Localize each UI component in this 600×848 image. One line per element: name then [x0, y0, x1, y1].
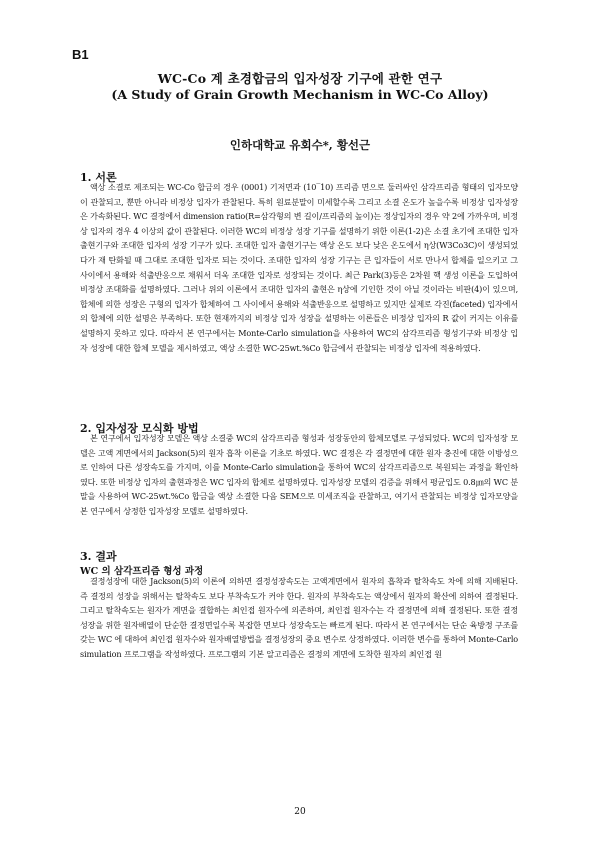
model-heading: 2. 입자성장 모식화 방법	[80, 422, 199, 435]
paper-title-english: (A Study of Grain Growth Mechanism in WC-Co Alloy)	[111, 87, 489, 102]
paper-title-korean: WC-Co 계 초경합금의 입자성장 기구에 관한 연구	[157, 71, 443, 86]
model-paragraph	[80, 431, 518, 519]
author-line: 인하대학교 유회수*, 황선근	[229, 138, 371, 152]
intro-text: 액상 소결로 제조되는 WC-Co 합금의 경우 (0001) 기저면과 (10‾10) 프리즘 면으로 둘러싸인 삼각프리즘 형태의 입자모양이 관찰되고, 뿐만 아니라 비정상 입자가 관찰된다. 특히 원료분말이 미세할수록 그리고 소결 온도가 높을수록 비정상 입자성장은 가속화된다. WC 결정에서 dimension ratio(R=삼각형의 변 길이/프리즘의 높이)는 정상입자의 경우 약 2에 가까우며, 비정상 입자의 경우 4 이상의 값이 관찰된다. 이러한 WC의 비정상 성장 기구를 설명하기 위한 이론(1-2)은 소결 초기에 조대한 입자 출현기구와 조대한 입자의 성장 기구가 있다. 조대한 입자 출현기구는 액상 온도 보다 낮은 온도에서 η상(W3Co3C)이 생성되었다가 재 탄화될 때 그대로 조대한 입자로 되는 것이다. 조대한 입자의 성장 기구는 큰 입자들이 서로 만나서 합체를 일으키고 그 사이에서 용해와 석출반응으로 채워서 더욱 조대한 입자로 성장되는 것이다. 최근 Park(3)등은 2차원 핵 생성 이론을 도입하여 비정상 조대화를 설명하였다. 그러나 위의 이론에서 조대한 입자의 출현은 η상에 기인한 것이 아닐 것이라는 비판(4)이 있으며, 합체에 의한 성장은 구형의 입자가 합체하여 그 사이에서 용해와 석출반응으로 설명하고 있지만 실제로 각진(faceted) 입자에서의 합체에 의한 설명은 부족하다. 또한 현재까지의 비정상 입자 성장을 설명하는 이론들은 비정상 입자의 R 값이 커지는 이유를 설명하지 못하고 있다. 따라서 본 연구에서는 Monte-Carlo simulation을 사용하여 WC의 삼각프리즘 형성기구와 비정상 입자 성장에 대한 합체 모델을 제시하였고, 액상 소결한 WC-25wt.%Co 합금에서 관찰되는 비정상 입자에 적용하였다.	[80, 182, 518, 353]
page-number: 20	[294, 807, 306, 817]
results-heading: 3. 결과	[80, 550, 117, 563]
results-text: 결정성장에 대한 Jackson(5)의 이론에 의하면 결정성장속도는 고액계면에서 원자의 흡착과 탈착속도 차에 의해 지배된다. 즉 결정의 성장을 위해서는 탈착속도 보다 부착속도가 커야 한다. 원자의 부착속도는 액상에서 원자의 확산에 의하여 결정된다. 그리고 탈착속도는 원자가 계면을 결합하는 최인접 원자수에 의존하며, 최인접 원자수는 각 결정면에 의해 결정된다. 또한 결정성장을 위한 원자배열이 단순한 결정면일수록 복잡한 면보다 성장속도는 빠르게 된다. 따라서 본 연구에서는 단순 육방정 구조를 갖는 WC 에 대하여 최인접 원자수와 원자배열방법을 결정성장의 중요 변수로 상정하였다. 이러한 변수를 통하여 Monte-Carlo simulation 프로그램을 작성하였다. 프로그램의 기본 알고리즘은 결정의 계면에 도착한 원자의 최인접 원	[80, 576, 518, 659]
intro-heading: 1. 서론	[80, 171, 117, 184]
intro-paragraph	[80, 180, 518, 355]
section-code: B1	[72, 47, 89, 62]
results-subheading: WC 의 삼각프리즘 형성 과정	[80, 566, 204, 577]
results-paragraph	[80, 574, 518, 662]
model-text: 본 연구에서 입자성장 모델은 액상 소결중 WC의 삼각프리즘 형성과 성장동안의 합체모델로 구성되었다. WC의 입자성장 모델은 고액 계면에서의 Jackson(5)의 원자 흡착 이론을 기초로 하였다. WC 결정은 각 결정면에 대한 원자 충진에 대한 이방성으로 인하여 다른 성장속도를 가지며, 이를 Monte-Carlo simulation을 통하여 WC의 삼각프리즘으로 복원되는 과정을 확인하였다. 또한 비정상 입자의 출현과정은 WC 입자의 합체로 설명하였다. 입자성장 모델의 검증을 위해서 평균입도 0.8㎛의 WC 분말을 사용하여 WC-25wt.%Co 합금을 액상 소결한 다음 SEM으로 미세조직을 관찰하고, 여기서 관찰되는 비정상 입자모양을 본 연구에서 상정한 입자성장 모델로 설명하였다.	[80, 433, 518, 516]
